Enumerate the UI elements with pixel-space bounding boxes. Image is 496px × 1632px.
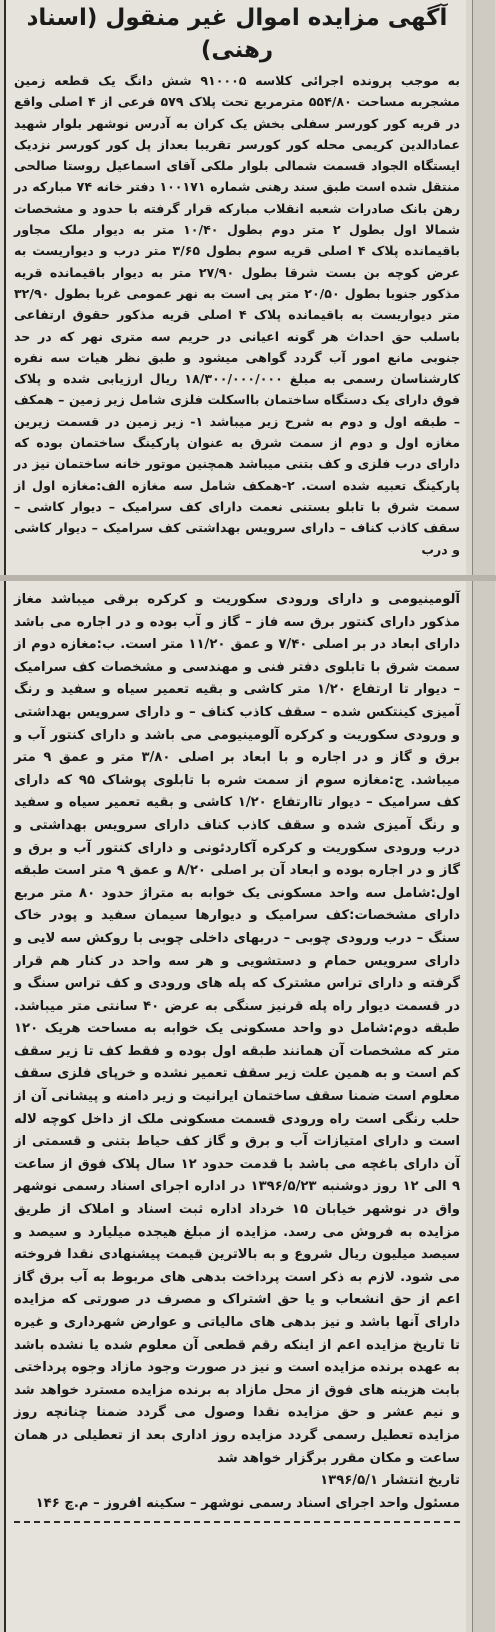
publish-date: تاریخ انتشار ۱۳۹۶/۵/۱	[320, 1473, 460, 1489]
notice-clipping-bottom	[4, 581, 466, 1632]
signature-line: مسئول واحد اجرای اسناد رسمی نوشهر – سکینه افروز – م.چ ۱۴۶	[35, 1495, 460, 1511]
notice-paragraph-2: آلومینیومی و دارای ورودی سکوریت و کرکره برقی میباشد مغاز مذکور دارای کنتور برق سه فاز – گاز و آب بوده و در اجاره می باشد دارای ابعاد در بر اصلی ۷/۴۰ و عمق ۱۱/۲۰ متر است. ب:مغازه دوم از سمت شرق با تابلوی دفتر فنی و مهندسی و مشخصات کف سرامیک – دیوار تا ارتفاع ۱/۲۰ متر کاشی و بقیه تعمیر سیاه و سفید و رنگ آمیزی کینتکس شده – سقف کاذب کناف – و دارای سرویس بهداشتی و ورودی سکوریت و کرکره آلومینیومی می باشد و دارای کنتور آب و برق و گاز و در اجاره و با ابعاد بر اصلی ۳/۸۰ متر و عمق ۹ متر میباشد. ج:مغازه سوم از سمت شره با تابلوی پوشاک ۹۵ که دارای کف سرامیک – دیوار تاارتفاع ۱/۲۰ کاشی و بقیه تعمیر سیاه و سفید و رنگ آمیزی شده و سقف کاذب کناف دارای سرویس بهداشتی و درب ورودی سکوریت و کرکره آکاردئونی و دارای کنتور آب و برق و گاز و در اجاره بوده و ابعاد آن بر اصلی ۸/۲۰ و عمق ۹ متر است طبقه اول:شامل سه واحد مسکونی یک خوابه به متراژ حدود ۸۰ متر مربع دارای مشخصات:کف سرامیک و دیوارها سیمان سفید و پودر خاک سنگ – درب ورودی چوبی – دربهای داخلی چوبی با روکش سه لایی و دارای سرویس حمام و دستشویی و هر سه واحد در کنار هم قرار گرفته و دارای تراس مشترک که پله های ورودی و کف تراس سنگ و در قسمت دیوار راه پله قرنیز سنگی به عرض ۴۰ سانتی متر میباشد. طبقه دوم:شامل دو واحد مسکونی یک خوابه به مساحت هریک ۱۲۰ متر که مشخصات آن همانند طبقه اول بوده و فقط کف تا زیر سقف کم است و به همین علت زیر سقف تعمیر نشده و خرپای فلزی سقف معلوم است ضمنا سقف ساختمان ایرانیت و زیر دامنه و پیشانی آن از حلب رنگی است راه ورودی قسمت مسکونی ملک از داخل کوچه لاله است و دارای امتیازات آب و برق و گاز کف حیاط بتنی و قسمتی از آن دارای باغچه می باشد با قدمت حدود ۱۲ سال پلاک فوق از ساعت ۹ الی ۱۲ روز دوشنبه ۱۳۹۶/۵/۲۳ در اداره اجرای اسناد رسمی نوشهر واق در نوشهر خیابان ۱۵ خرداد اداره ثبت اسناد و املاک از طریق مزایده به فروش می رسد. مزایده از مبلغ هیجده میلیارد و سیصد و سیصد میلیون ریال شروع و به بالاترین قیمت پیشنهادی نقدا فروخته می شود. لازم به ذکر است پرداخت بدهی های مربوط به آب برق گاز اعم از حق انشعاب و یا حق اشتراک و مصرف در صورتی که مزایده دارای آنها باشد و نیز بدهی های مالیاتی و عوارض شهرداری و غیره تا تاریخ مزایده اعم از اینکه رقم قطعی آن معلوم شده یا نشده باشد به عهده برنده مزایده است و نیز در صورت وجود مازاد وجوه پرداختی بابت هزینه های فوق از محل مازاد به برنده مزایده مسترد خواهد شد و نیم عشر و حق مزایده نقدا وصول می گردد ضمنا چنانچه روز مزایده تعطیل رسمی گردد مزایده روز اداری بعد از تعطیلی در همان ساعت و مکان مقرر برگزار خواهد شد	[14, 592, 461, 1466]
notice-title: آگهی مزایده اموال غیر منقول (اسناد رهنی)	[26, 5, 448, 63]
page-edge	[472, 0, 495, 1632]
notice-paragraph-1: به موجب پرونده اجرائی کلاسه ۹۱۰۰۰۵ شش دانگ یک قطعه زمین مشجربه مساحت ۵۵۴/۸۰ مترمربع تحت پلاک ۵۷۹ فرعی از ۴ اصلی واقع در قریه کور کورسر سفلی بخش یک کران به آدرس نوشهر بلوار شهید عمادالدین کریمی محله کور کورسر تقریبا بعداز پل کور کورسر نزدیک ایستگاه الجواد قسمت شمالی بلوار ملکی آقای اسماعیل روستا صالحی منتقل شده است طبق سند رهنی شماره ۱۰۰۱۷۱ دفتر خانه ۷۴ مبارکه در رهن بانک صادرات شعبه انقلاب مبارکه قرار گرفته با حدود و مشخصات شمالا اول بطول ۲ متر دوم بطول ۱۰/۴۰ متر به دیوار ملک مجاور باقیمانده پلاک ۴ اصلی قریه سوم بطول ۳/۶۵ متر درب و دیواریست به عرض کوچه بن بست شرقا بطول ۲۷/۹۰ متر به دیوار باقیمانده قریه مذکور جنوبا بطول ۲۰/۵۰ متر پی است به نهر عمومی غربا بطول ۳۲/۹۰ متر دیواریست به باقیمانده پلاک ۴ اصلی قریه مذکور حقوق ارتفاعی باسلب حق احداث هر گونه اعیانی در حریم سه متری نهر که در حد جنوبی مانع امور آب گردد گواهی میشود و طبق نظر هیات سه نفره کارشناسان رسمی به مبلغ ۱۸/۳۰۰/۰۰۰/۰۰۰ ریال ارزیابی شده و پلاک فوق دارای یک دستگاه ساختمان بااسکلت فلزی شامل زیر زمین – همکف – طبقه اول و دوم به شرح زیر میباشد ۱- زیر زمین در قسمت زیرین مغازه اول و دوم از سمت شرق به عنوان پارکینگ ساختمان بوده که دارای درب فلزی و کف بتنی میباشد همچنین موتور خانه ساختمان نیز در پارکینگ تعبیه شده است. ۲-همکف شامل سه مغازه الف:مغازه اول از سمت شرق با تابلو بستنی نعمت دارای کف سرامیک – دیوار کاشی – سقف کاذب کناف – دارای سرویس بهداشتی کف سرامیک – دیوار کاشی و درب	[14, 73, 461, 557]
notice-clipping-top	[4, 0, 466, 575]
dashed-separator	[14, 1521, 460, 1523]
